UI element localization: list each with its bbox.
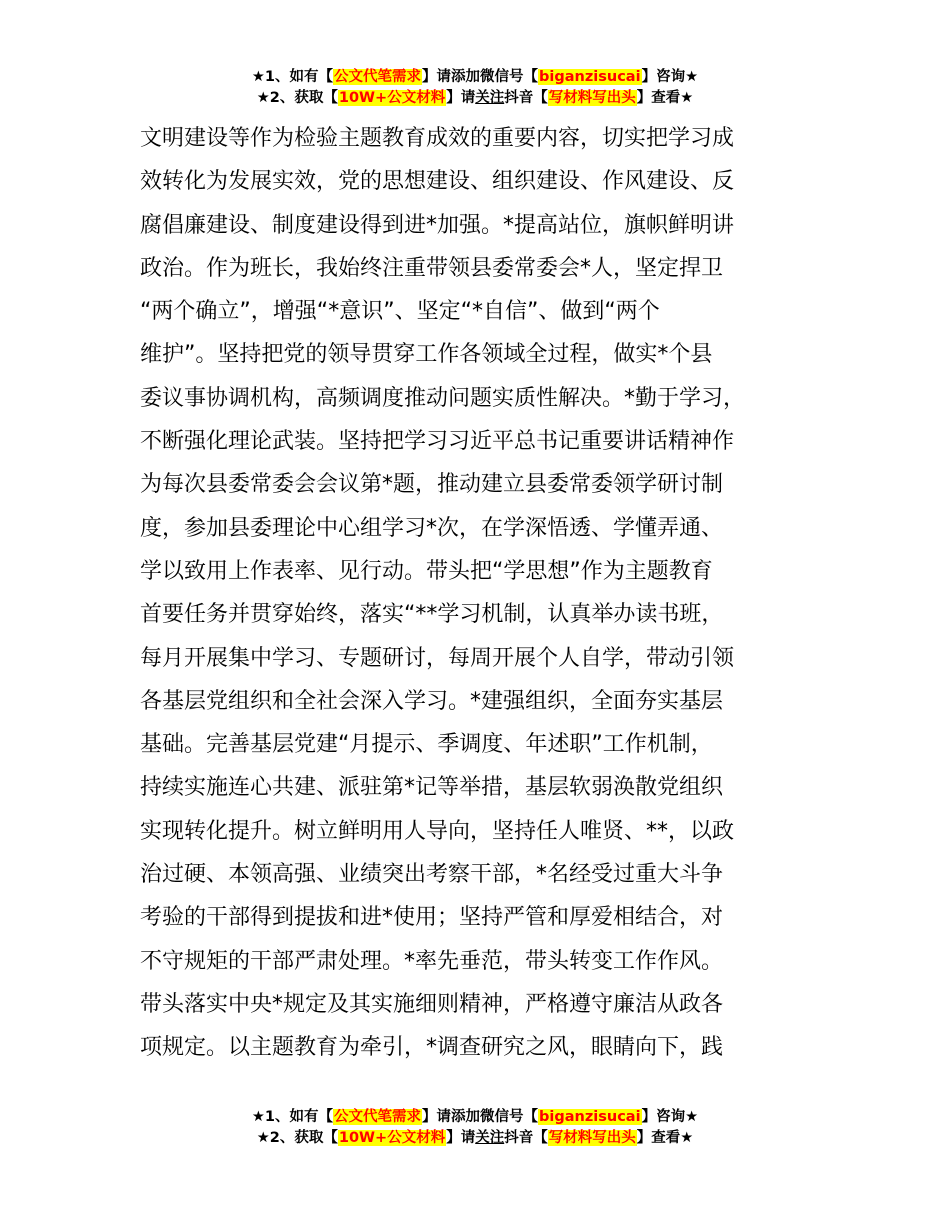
body-line: 首要任务并贯穿始终，落实“**学习机制，认真举办读书班， <box>140 602 724 628</box>
highlight-wechat-id: biganzisucai <box>539 69 641 85</box>
banner-line-1 <box>0 67 950 88</box>
body-line: 不守规矩的干部严肃处理。*率先垂范，带头转变工作作风。 <box>140 948 724 974</box>
body-line: 腐倡廉建设、制度建设得到进*加强。*提高站位，旗帜鲜明讲 <box>140 212 735 238</box>
banner-text: 】请 <box>446 90 476 106</box>
body-line: 学以致用上作表率、见行动。带头把“学思想”作为主题教育 <box>140 558 713 584</box>
body-line: 为每次县委常委会会议第*题，推动建立县委常委领学研讨制 <box>140 472 724 498</box>
banner-text: 】请 <box>422 1109 452 1125</box>
body-line: 考验的干部得到提拔和进*使用；坚持严管和厚爱相结合，对 <box>140 905 724 931</box>
banner-text: 添加 <box>451 69 481 85</box>
highlight-douyin: 写材料写出头 <box>548 90 636 106</box>
banner-text: 添加 <box>451 1109 481 1125</box>
banner-text-underlined: 关注 <box>475 1130 505 1146</box>
banner-text: 抖音【 <box>504 90 548 106</box>
body-line: 项规定。以主题教育为牵引，*调查研究之风，眼睛向下，践 <box>140 1035 724 1061</box>
highlight-service: 公文代笔需求 <box>334 1109 422 1125</box>
body-line: 带头落实中央*规定及其实施细则精神，严格遵守廉洁从政各 <box>140 991 724 1017</box>
banner-text: ★1、如有【 <box>251 69 334 85</box>
highlight-materials: 10W+公文材料 <box>338 90 446 106</box>
banner-text: 抖音【 <box>504 1130 548 1146</box>
banner-text: ★2、获取【 <box>256 1130 338 1146</box>
highlight-douyin: 写材料写出头 <box>548 1130 636 1146</box>
body-line: 政治。作为班长，我始终注重带领县委常委会*人，坚定捍卫 <box>140 255 724 281</box>
body-line: 每月开展集中学习、专题研讨，每周开展个人自学，带动引领 <box>140 645 735 671</box>
banner-text: 微信号【 <box>480 1109 539 1125</box>
body-line: 治过硬、本领高强、业绩突出考察干部，*名经受过重大斗争 <box>140 862 724 888</box>
banner-text: 微信号【 <box>480 69 539 85</box>
body-line: 实现转化提升。树立鲜明用人导向，坚持任人唯贤、**，以政 <box>140 818 735 844</box>
body-line: 基础。完善基层党建“月提示、季调度、年述职”工作机制， <box>140 732 713 758</box>
banner-line-2 <box>0 88 950 109</box>
body-line: 持续实施连心共建、派驻第*记等举措，基层软弱涣散党组织 <box>140 775 724 801</box>
header-banner <box>0 67 950 109</box>
banner-text: ★2、获取【 <box>256 90 338 106</box>
body-line: 各基层党组织和全社会深入学习。*建强组织，全面夯实基层 <box>140 688 724 714</box>
body-line: “两个确立”，增强“*意识”、坚定“*自信”、做到“两个 <box>140 299 660 325</box>
body-line: 委议事协调机构，高频调度推动问题实质性解决。*勤于学习， <box>140 385 746 411</box>
body-line: 不断强化理论武装。坚持把学习习近平总书记重要讲话精神作 <box>140 429 735 455</box>
body-line: 效转化为发展实效，党的思想建设、组织建设、作风建设、反 <box>140 169 735 195</box>
banner-text: 】咨询★ <box>641 69 699 85</box>
highlight-wechat-id: biganzisucai <box>539 1109 641 1125</box>
highlight-materials: 10W+公文材料 <box>338 1130 446 1146</box>
document-body <box>140 117 840 1070</box>
banner-text: 】查看★ <box>636 90 694 106</box>
banner-text-underlined: 关注 <box>475 90 505 106</box>
body-line: 度，参加县委理论中心组学习*次，在学深悟透、学懂弄通、 <box>140 515 724 541</box>
banner-text: 】咨询★ <box>641 1109 699 1125</box>
highlight-service: 公文代笔需求 <box>334 69 422 85</box>
banner-text: 】查看★ <box>636 1130 694 1146</box>
body-line: 文明建设等作为检验主题教育成效的重要内容，切实把学习成 <box>140 126 735 151</box>
footer-banner <box>0 1107 950 1149</box>
banner-line-1 <box>0 1107 950 1128</box>
body-line: 维护”。坚持把党的领导贯穿工作各领域全过程，做实*个县 <box>140 342 713 368</box>
banner-text: 】请 <box>446 1130 476 1146</box>
banner-text: ★1、如有【 <box>251 1109 334 1125</box>
banner-text: 】请 <box>422 69 452 85</box>
banner-line-2 <box>0 1128 950 1149</box>
